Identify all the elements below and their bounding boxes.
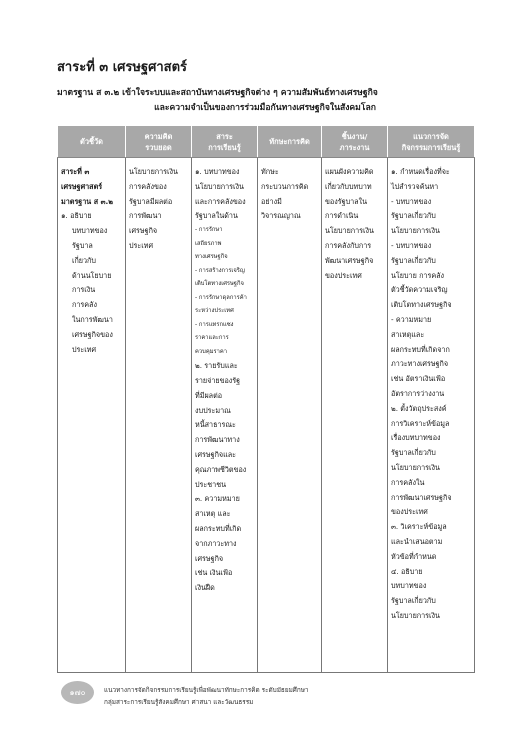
cell-line: - ความหมาย — [391, 314, 432, 324]
cell-line: การพัฒนา — [129, 211, 162, 221]
cell-line: เช่น เงินเฟ้อ — [195, 568, 233, 578]
cell-line: ๑. กำหนดเรื่องที่จะ — [391, 167, 450, 176]
cell-line: - การสร้างการเจริญ — [195, 267, 245, 274]
cell-line: จากภาวะทาง — [195, 538, 237, 548]
cell-line: ๑. บทบาทของ — [195, 167, 240, 176]
cell-line: หนี้สาธารณะ — [195, 420, 236, 430]
cell-line: การคลัง — [72, 300, 97, 310]
cell-line: ภาวะทางเศรษฐกิจ — [391, 359, 449, 369]
cell-line: - การรักษา — [195, 227, 223, 234]
standard-line-2: และความจำเป็นของการร่วมมือกันทางเศรษฐกิจในสังคมโลก — [154, 103, 376, 113]
cell-line: เกี่ยวกับ — [72, 255, 96, 265]
cell-line: การดำเนิน — [325, 211, 359, 221]
footer-line-1: แนวทางการจัดกิจกรรมการเรียนรู้เพื่อพัฒนาทักษะการคิด ระดับมัธยมศึกษา — [104, 686, 309, 694]
header-indicator: ตัวชี้วัด — [58, 126, 126, 158]
cell-line: ราคาและการ — [195, 335, 229, 342]
page-number-badge: ๑๗๐ — [61, 681, 94, 704]
cell-line: ประเทศ — [129, 240, 154, 250]
cell-line: เติบโตทางเศรษฐกิจ — [195, 281, 244, 288]
cell-line: นโยบาย การคลัง — [391, 270, 445, 280]
cell-line: การคลังใน — [391, 477, 425, 487]
cell-work — [322, 158, 388, 673]
cell-line: พัฒนาเศรษฐกิจ — [325, 255, 374, 265]
cell-concept — [126, 158, 192, 673]
cell-line: - บทบาทของ — [391, 196, 432, 206]
cell-line: เศรษฐกิจของ — [72, 329, 113, 339]
cell-line: งบประมาณ — [195, 405, 231, 415]
cell-line: รัฐบาล — [72, 240, 93, 250]
cell-line: ทางเศรษฐกิจ — [195, 254, 228, 261]
cell-indicator: สาระที่ ๓ เศรษฐศาสตร์ มาตรฐาน ส ๓.๒ ๑. อธิบาย บทบาทของ รัฐบาล เกี่ยวกับ ด้านนโยบาย การเงิน การคลัง ในการพัฒนา เศรษฐกิจของ ประเทศ — [58, 158, 126, 673]
cell-line: ที่มีผลต่อ — [195, 390, 223, 400]
footer-line-2: กลุ่มสาระการเรียนรู้สังคมศึกษา ศาสนา และวัฒนธรรม — [104, 698, 254, 706]
header-concept: ความคิด รวบยอด — [126, 126, 192, 158]
cell-line: อย่างมี — [261, 196, 282, 206]
cell-line: ตัวชี้วัดความเจริญ — [391, 285, 448, 295]
header-skill: ทักษะการคิด — [258, 126, 322, 158]
cell-line: รัฐบาลเกี่ยวกับ — [391, 448, 436, 458]
cell-line: รัฐบาลเกี่ยวกับ — [391, 211, 436, 221]
cell-line: สาเหตุและ — [391, 329, 425, 339]
cell-line: รัฐบาลในด้าน — [195, 211, 238, 221]
cell-line: สาเหตุ และ — [195, 509, 231, 519]
cell-line: รายจ่ายของรัฐ — [195, 375, 241, 385]
cell-line: ของรัฐบาลใน — [325, 196, 367, 206]
cell-line: ประเทศ — [72, 344, 97, 354]
standard-line-1: มาตรฐาน ส ๓.๒ เข้าใจระบบและสถาบันทางเศรษฐกิจต่าง ๆ ความสัมพันธ์ทางเศรษฐกิจ — [57, 88, 378, 98]
cell-line: แผนผังความคิด — [325, 167, 374, 176]
cell-line: หัวข้อที่กำหนด — [391, 551, 437, 561]
cell-line: อัตราการว่างงาน — [391, 388, 445, 398]
cell-line: เช่น อัตราเงินเฟ้อ — [391, 374, 446, 384]
cell-line: ของประเทศ — [325, 270, 362, 280]
curriculum-table — [57, 125, 475, 673]
cell-line: ของประเทศ — [391, 507, 428, 517]
cell-line: ด้านนโยบาย — [72, 270, 112, 280]
cell-line: บทบาทของ — [391, 581, 427, 591]
cell-line: การเงิน — [72, 285, 96, 295]
cell-line: ประชาชน — [195, 479, 226, 489]
cell-line: นโยบายการเงิน — [391, 226, 440, 236]
cell-line: นโยบายการเงิน — [195, 181, 244, 191]
standard-statement — [57, 86, 473, 116]
cell-line: เศรษฐกิจและ — [195, 449, 237, 459]
cell-line: การวิเคราะห์ข้อมูล — [391, 418, 450, 428]
cell-activity — [388, 158, 475, 673]
cell-line: ๒. รายรับและ — [195, 361, 238, 371]
cell-line: กระบวนการคิด — [261, 181, 309, 191]
cell-line: ทักษะ — [261, 167, 279, 176]
cell-line: และการคลังของ — [195, 196, 246, 206]
cell-line: ระหว่างประเทศ — [195, 308, 234, 315]
cell-line: วิจารณญาณ — [261, 211, 301, 221]
cell-line: ผลกระทบที่เกิดจาก — [391, 344, 450, 354]
cell-line: เติบโตทางเศรษฐกิจ — [391, 300, 452, 310]
header-content: สาระ การเรียนรู้ — [192, 126, 258, 158]
cell-line: การคลังของ — [129, 181, 167, 191]
cell-line: เงินฝืด — [195, 583, 215, 593]
header-work: ชิ้นงาน/ ภาระงาน — [322, 126, 388, 158]
cell-line: เรื่องบทบาทของ — [391, 433, 441, 443]
cell-line: - การรักษาดุลการค้า — [195, 294, 247, 301]
cell-line: ๒. ตั้งวัตถุประสงค์ — [391, 403, 447, 413]
cell-content — [192, 158, 258, 673]
cell-line: - บทบาทของ — [391, 240, 432, 250]
cell-line: ผลกระทบที่เกิด — [195, 523, 242, 533]
page-title: สาระที่ ๓ เศรษฐศาสตร์ — [57, 60, 188, 75]
cell-line: ไปสำรวจค้นหา — [391, 181, 439, 191]
cell-line: รัฐบาลเกี่ยวกับ — [391, 596, 436, 606]
cell-line: การคลังกับการ — [325, 240, 372, 250]
cell-line: เศรษฐกิจ — [195, 553, 224, 563]
cell-line: นโยบายการเงิน — [391, 462, 440, 472]
footer-text — [104, 684, 309, 708]
cell-line: นโยบายการเงิน — [129, 167, 178, 176]
cell-skill — [258, 158, 322, 673]
cell-line: ในการพัฒนา — [72, 314, 113, 324]
cell-line: เศรษฐกิจ — [129, 226, 158, 236]
cell-line: และนำเสนอตาม — [391, 536, 443, 546]
cell-line: บทบาทของ — [72, 226, 108, 236]
cell-line: ๓. ความหมาย — [195, 494, 240, 504]
table-header-row — [58, 126, 475, 158]
cell-line: เสถียรภาพ — [195, 240, 222, 247]
cell-line: คุณภาพชีวิตของ — [195, 464, 247, 474]
table-row — [58, 158, 475, 673]
cell-line: การพัฒนาเศรษฐกิจ — [391, 492, 452, 502]
cell-line: ๓. วิเคราะห์ข้อมูล — [391, 522, 447, 532]
cell-line: การพัฒนาทาง — [195, 435, 240, 445]
header-activity: แนวการจัด กิจกรรมการเรียนรู้ — [388, 126, 475, 158]
cell-line: รัฐบาลเกี่ยวกับ — [391, 255, 436, 265]
cell-line: ควบคุมราคา — [195, 348, 228, 355]
cell-line: นโยบายการเงิน — [325, 226, 374, 236]
cell-line: ๔. อธิบาย — [391, 566, 423, 576]
cell-line: เกี่ยวกับบทบาท — [325, 181, 372, 191]
cell-line: นโยบายการเงิน — [391, 610, 440, 620]
cell-line: รัฐบาลมีผลต่อ — [129, 196, 173, 206]
cell-line: - การแทรกแซง — [195, 321, 234, 328]
